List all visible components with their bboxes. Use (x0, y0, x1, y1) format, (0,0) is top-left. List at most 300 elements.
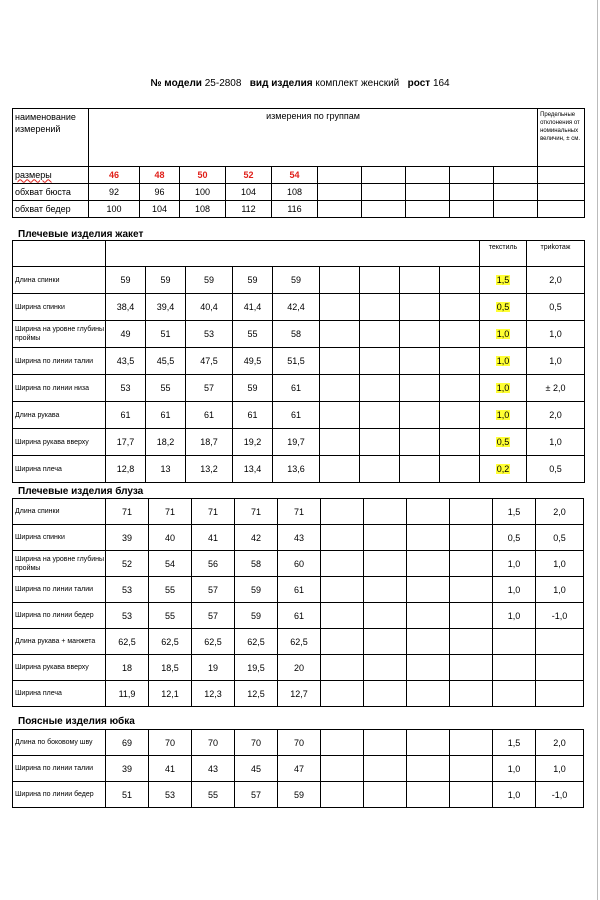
value-cell: 49,5 (233, 348, 273, 375)
value-cell: 51,5 (273, 348, 320, 375)
empty-cell (321, 499, 364, 525)
value-cell: 70 (278, 730, 321, 756)
jacket-header-blank (13, 241, 106, 267)
value-cell: 59 (233, 267, 273, 294)
value-cell: 51 (146, 321, 186, 348)
value-cell: 43,5 (106, 348, 146, 375)
measurement-label: Ширина на уровне глубины проймы (13, 551, 106, 577)
empty-cell (320, 456, 360, 483)
value-cell: 12,5 (235, 681, 278, 707)
empty-cell (360, 402, 400, 429)
empty-cell (320, 348, 360, 375)
value-cell: 58 (235, 551, 278, 577)
value-cell: 38,4 (106, 294, 146, 321)
tolerance-textile-value: 1,0 (496, 329, 510, 339)
value-cell: 13,4 (233, 456, 273, 483)
empty-cell (450, 629, 493, 655)
empty-cell (362, 201, 406, 218)
value-cell: 53 (106, 375, 146, 402)
tolerance-textile (493, 756, 536, 782)
empty-cell (364, 756, 407, 782)
value-cell: 17,7 (106, 429, 146, 456)
measurement-label: обхват бюста (13, 184, 89, 201)
empty-cell (407, 629, 450, 655)
empty-cell (320, 375, 360, 402)
value-cell: 112 (226, 201, 272, 218)
value-cell: 61 (186, 402, 233, 429)
table-row (13, 456, 585, 483)
tolerance-textile (480, 321, 527, 348)
tolerance-textile (493, 603, 536, 629)
empty-cell (400, 348, 440, 375)
table-row (13, 499, 584, 525)
sizes-label: размеры (13, 167, 89, 184)
value-cell: 100 (180, 184, 226, 201)
empty-cell (321, 577, 364, 603)
measurement-label: Ширина по линии талии (13, 577, 106, 603)
measurement-label: Ширина по линии талии (13, 348, 106, 375)
empty-cell (318, 184, 362, 201)
value-cell: 12,7 (278, 681, 321, 707)
tolerance-textile (480, 456, 527, 483)
value-cell: 55 (192, 782, 235, 808)
value-cell: 59 (235, 577, 278, 603)
empty-cell (321, 730, 364, 756)
skirt-table (12, 729, 584, 808)
tolerance-textile-value: 1,0 (496, 356, 510, 366)
empty-cell (494, 184, 538, 201)
empty-cell (360, 429, 400, 456)
skirt-section-title: Поясные изделия юбка (18, 716, 135, 727)
empty-cell (400, 375, 440, 402)
empty-cell (450, 782, 493, 808)
tolerance-textile (493, 655, 536, 681)
measurement-label: Ширина по линии бедер (13, 603, 106, 629)
empty-cell (364, 655, 407, 681)
value-cell: 71 (192, 499, 235, 525)
empty-cell (450, 603, 493, 629)
size-cell: 48 (140, 167, 180, 184)
value-cell: 53 (106, 577, 149, 603)
value-cell: 59 (233, 375, 273, 402)
value-cell: 59 (146, 267, 186, 294)
value-cell: 43 (192, 756, 235, 782)
empty-cell (321, 756, 364, 782)
size-cell: 50 (180, 167, 226, 184)
measurement-label: Ширина рукава вверху (13, 655, 106, 681)
empty-cell (440, 294, 480, 321)
empty-cell (362, 184, 406, 201)
tolerance-knit (536, 655, 584, 681)
empty-cell (450, 184, 494, 201)
tolerance-knit: 1,0 (536, 756, 584, 782)
value-cell: 40 (149, 525, 192, 551)
value-cell: 49 (106, 321, 146, 348)
measurement-label: Ширина плеча (13, 456, 106, 483)
value-cell: 45 (235, 756, 278, 782)
tolerance-textile-value: 1,0 (507, 558, 521, 569)
value-cell: 18,5 (149, 655, 192, 681)
empty-cell (360, 321, 400, 348)
empty-cell (440, 375, 480, 402)
value-cell: 57 (192, 603, 235, 629)
tolerance-knit: 1,0 (536, 551, 584, 577)
empty-cell (450, 681, 493, 707)
table-row (13, 655, 584, 681)
value-cell: 62,5 (278, 629, 321, 655)
knit-header: триkотаж (527, 241, 585, 267)
empty-cell (318, 167, 362, 184)
tolerance-textile-value: 1,0 (507, 763, 521, 774)
empty-cell (407, 577, 450, 603)
value-cell: 19,5 (235, 655, 278, 681)
value-cell: 57 (192, 577, 235, 603)
tolerance-knit: 2,0 (527, 267, 585, 294)
empty-cell (360, 375, 400, 402)
type-label: вид изделия (249, 78, 313, 89)
empty-cell (320, 321, 360, 348)
type-value: комплект женский (315, 78, 400, 89)
value-cell: 61 (278, 577, 321, 603)
empty-cell (450, 201, 494, 218)
empty-cell (450, 499, 493, 525)
model-value: 25-2808 (204, 78, 242, 89)
value-cell: 20 (278, 655, 321, 681)
empty-cell (450, 730, 493, 756)
tolerance-knit: 2,0 (536, 499, 584, 525)
blouse-table (12, 498, 584, 707)
value-cell: 58 (273, 321, 320, 348)
empty-cell (400, 267, 440, 294)
model-label: № модели (150, 78, 202, 89)
value-cell: 70 (192, 730, 235, 756)
table-row (13, 629, 584, 655)
empty-cell (400, 321, 440, 348)
value-cell: 108 (272, 184, 318, 201)
tolerance-textile (480, 375, 527, 402)
empty-cell (538, 184, 585, 201)
value-cell: 39,4 (146, 294, 186, 321)
value-cell: 59 (106, 267, 146, 294)
value-cell: 19,2 (233, 429, 273, 456)
value-cell: 71 (149, 499, 192, 525)
value-cell: 57 (235, 782, 278, 808)
table-row (13, 577, 584, 603)
jacket-section-title: Плечевые изделия жакет (18, 229, 144, 240)
empty-cell (362, 167, 406, 184)
value-cell: 108 (180, 201, 226, 218)
empty-cell (450, 551, 493, 577)
value-cell: 71 (235, 499, 278, 525)
value-cell: 18 (106, 655, 149, 681)
empty-cell (400, 402, 440, 429)
value-cell: 71 (278, 499, 321, 525)
empty-cell (320, 294, 360, 321)
tolerance-textile (480, 294, 527, 321)
jacket-header-gap (106, 241, 480, 267)
tolerance-knit (536, 629, 584, 655)
empty-cell (440, 348, 480, 375)
empty-cell (318, 201, 362, 218)
empty-cell (320, 429, 360, 456)
measurement-label: Длина рукава + манжета (13, 629, 106, 655)
empty-cell (450, 655, 493, 681)
empty-cell (407, 551, 450, 577)
value-cell: 61 (273, 375, 320, 402)
tolerance-textile (493, 629, 536, 655)
table-row (13, 782, 584, 808)
empty-cell (440, 456, 480, 483)
empty-cell (407, 655, 450, 681)
tolerance-knit: 1,0 (527, 348, 585, 375)
measurement-label: Длина спинки (13, 499, 106, 525)
table-row (13, 184, 585, 201)
table-row (13, 756, 584, 782)
empty-cell (406, 184, 450, 201)
value-cell: 59 (273, 267, 320, 294)
value-cell: 53 (106, 603, 149, 629)
empty-cell (450, 756, 493, 782)
tolerance-knit: 1,0 (527, 429, 585, 456)
value-cell: 41 (149, 756, 192, 782)
value-cell: 39 (106, 525, 149, 551)
tolerance-textile-value: 1,5 (496, 275, 510, 285)
tolerance-textile (480, 267, 527, 294)
table-row (13, 321, 585, 348)
tolerance-header: Предельные отклонения от номинальных величин, ± см. (538, 109, 585, 167)
table-row (13, 429, 585, 456)
textile-header: текстиль (480, 241, 527, 267)
empty-cell (440, 402, 480, 429)
value-cell: 56 (192, 551, 235, 577)
document-title (0, 78, 600, 89)
name-header: наименование измерений (13, 109, 89, 167)
table-row (13, 402, 585, 429)
value-cell: 59 (186, 267, 233, 294)
height-value: 164 (432, 78, 450, 89)
value-cell: 43 (278, 525, 321, 551)
empty-cell (321, 525, 364, 551)
empty-cell (360, 267, 400, 294)
table-row (13, 681, 584, 707)
measurement-label: Ширина по линии талии (13, 756, 106, 782)
empty-cell (494, 167, 538, 184)
size-cell: 52 (226, 167, 272, 184)
blouse-section-title: Плечевые изделия блуза (18, 486, 144, 497)
value-cell: 39 (106, 756, 149, 782)
value-cell: 92 (89, 184, 140, 201)
empty-cell (538, 167, 585, 184)
tolerance-knit: 2,0 (527, 402, 585, 429)
empty-cell (364, 681, 407, 707)
tolerance-knit: 0,5 (527, 456, 585, 483)
value-cell: 18,2 (146, 429, 186, 456)
value-cell: 52 (106, 551, 149, 577)
value-cell: 62,5 (106, 629, 149, 655)
page-right-border (597, 0, 598, 900)
measurement-label: Длина по боковому шву (13, 730, 106, 756)
tolerance-knit: 1,0 (527, 321, 585, 348)
table-row (13, 201, 585, 218)
sizes-table (12, 108, 585, 218)
tolerance-knit: 0,5 (527, 294, 585, 321)
table-row (13, 267, 585, 294)
tolerance-knit: 2,0 (536, 730, 584, 756)
empty-cell (360, 348, 400, 375)
value-cell: 55 (233, 321, 273, 348)
value-cell: 57 (186, 375, 233, 402)
tolerance-textile-value: 0,5 (496, 437, 510, 447)
value-cell: 12,8 (106, 456, 146, 483)
empty-cell (407, 603, 450, 629)
value-cell: 40,4 (186, 294, 233, 321)
tolerance-textile (493, 577, 536, 603)
empty-cell (538, 201, 585, 218)
tolerance-textile (480, 348, 527, 375)
empty-cell (360, 456, 400, 483)
empty-cell (360, 294, 400, 321)
empty-cell (321, 782, 364, 808)
empty-cell (407, 681, 450, 707)
tolerance-textile (493, 499, 536, 525)
tolerance-textile-value: 1,0 (496, 383, 510, 393)
value-cell: 61 (106, 402, 146, 429)
empty-cell (364, 782, 407, 808)
measurement-label: Ширина на уровне глубины проймы (13, 321, 106, 348)
value-cell: 42,4 (273, 294, 320, 321)
empty-cell (364, 577, 407, 603)
height-label: рост (407, 78, 431, 89)
value-cell: 47 (278, 756, 321, 782)
empty-cell (364, 629, 407, 655)
value-cell: 59 (235, 603, 278, 629)
empty-cell (364, 603, 407, 629)
measurement-label: обхват бедер (13, 201, 89, 218)
empty-cell (321, 629, 364, 655)
empty-cell (440, 429, 480, 456)
empty-cell (406, 167, 450, 184)
empty-cell (450, 577, 493, 603)
empty-cell (321, 551, 364, 577)
tolerance-textile-value: 0,2 (496, 464, 510, 474)
empty-cell (364, 551, 407, 577)
tolerance-textile-value: 1,5 (507, 506, 521, 517)
table-row (13, 348, 585, 375)
empty-cell (450, 525, 493, 551)
value-cell: 104 (140, 201, 180, 218)
tolerance-textile (493, 551, 536, 577)
tolerance-textile-value: 1,0 (496, 410, 510, 420)
empty-cell (407, 525, 450, 551)
value-cell: 19 (192, 655, 235, 681)
tolerance-knit: 1,0 (536, 577, 584, 603)
empty-cell (450, 167, 494, 184)
value-cell: 19,7 (273, 429, 320, 456)
tolerance-textile (493, 525, 536, 551)
value-cell: 51 (106, 782, 149, 808)
value-cell: 55 (146, 375, 186, 402)
value-cell: 61 (233, 402, 273, 429)
value-cell: 42 (235, 525, 278, 551)
measurement-label: Ширина по линии бедер (13, 782, 106, 808)
tolerance-textile (493, 681, 536, 707)
empty-cell (440, 267, 480, 294)
value-cell: 61 (273, 402, 320, 429)
value-cell: 62,5 (192, 629, 235, 655)
measurement-label: Длина спинки (13, 267, 106, 294)
value-cell: 41 (192, 525, 235, 551)
value-cell: 55 (149, 577, 192, 603)
value-cell: 96 (140, 184, 180, 201)
empty-cell (321, 655, 364, 681)
tolerance-knit: 0,5 (536, 525, 584, 551)
empty-cell (320, 267, 360, 294)
empty-cell (406, 201, 450, 218)
table-row (13, 525, 584, 551)
groups-header: измерения по группам (89, 109, 538, 167)
value-cell: 12,1 (149, 681, 192, 707)
tolerance-textile-value: 1,5 (507, 737, 521, 748)
empty-cell (407, 756, 450, 782)
value-cell: 61 (146, 402, 186, 429)
value-cell: 60 (278, 551, 321, 577)
value-cell: 53 (186, 321, 233, 348)
empty-cell (400, 429, 440, 456)
value-cell: 54 (149, 551, 192, 577)
value-cell: 62,5 (149, 629, 192, 655)
tolerance-textile-value: 0,5 (507, 532, 521, 543)
empty-cell (407, 730, 450, 756)
table-row (13, 375, 585, 402)
tolerance-textile (493, 730, 536, 756)
value-cell: 62,5 (235, 629, 278, 655)
value-cell: 13,6 (273, 456, 320, 483)
tolerance-knit: ± 2,0 (527, 375, 585, 402)
value-cell: 59 (278, 782, 321, 808)
size-cell: 54 (272, 167, 318, 184)
jacket-table (12, 240, 585, 483)
tolerance-knit: -1,0 (536, 782, 584, 808)
measurement-label: Ширина рукава вверху (13, 429, 106, 456)
empty-cell (364, 730, 407, 756)
measurement-label: Ширина плеча (13, 681, 106, 707)
measurement-label: Длина рукава (13, 402, 106, 429)
empty-cell (320, 402, 360, 429)
tolerance-textile-value: 1,0 (507, 789, 521, 800)
size-cell: 46 (89, 167, 140, 184)
value-cell: 70 (149, 730, 192, 756)
empty-cell (440, 321, 480, 348)
value-cell: 100 (89, 201, 140, 218)
value-cell: 12,3 (192, 681, 235, 707)
empty-cell (364, 525, 407, 551)
value-cell: 53 (149, 782, 192, 808)
tolerance-textile-value: 1,0 (507, 584, 521, 595)
value-cell: 71 (106, 499, 149, 525)
tolerance-textile-value: 1,0 (507, 610, 521, 621)
measurement-label: Ширина спинки (13, 294, 106, 321)
measurement-label: Ширина спинки (13, 525, 106, 551)
table-row (13, 603, 584, 629)
value-cell: 45,5 (146, 348, 186, 375)
tolerance-knit (536, 681, 584, 707)
value-cell: 13,2 (186, 456, 233, 483)
tolerance-textile (480, 402, 527, 429)
empty-cell (400, 294, 440, 321)
value-cell: 104 (226, 184, 272, 201)
empty-cell (321, 681, 364, 707)
value-cell: 18,7 (186, 429, 233, 456)
